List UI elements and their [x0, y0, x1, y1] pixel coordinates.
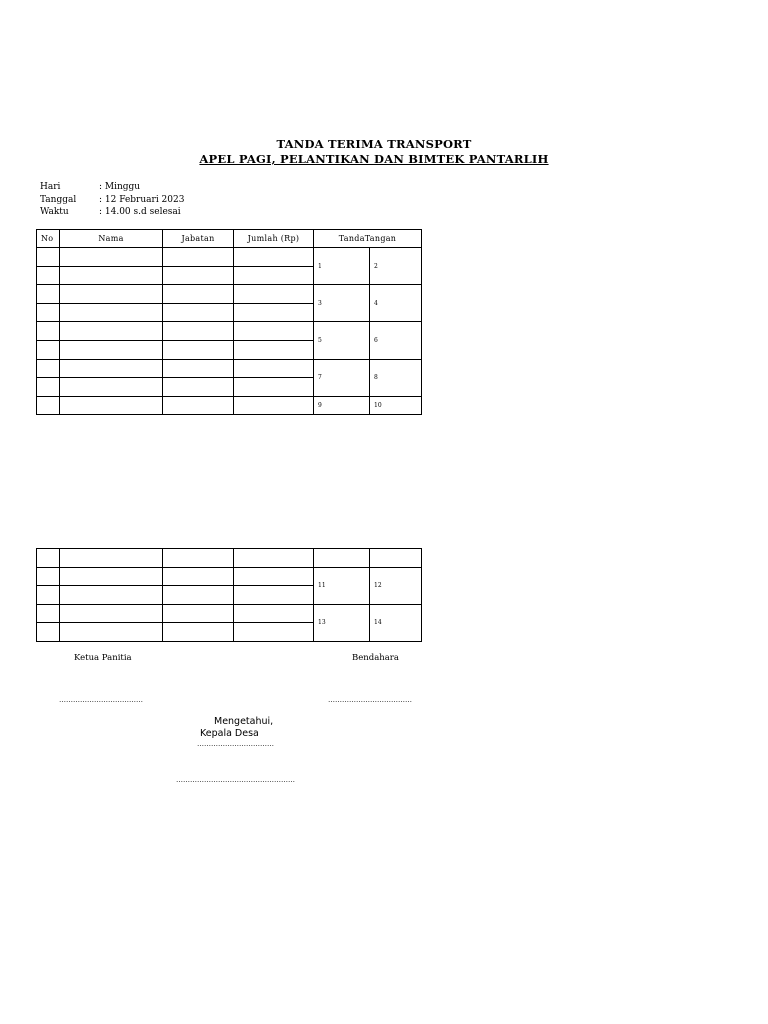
signature-cell-1[interactable]: 1 — [314, 248, 370, 285]
jumlah-cell[interactable] — [234, 567, 314, 586]
signature-cell-blank[interactable] — [314, 549, 370, 568]
table-row — [37, 604, 422, 623]
nama-cell[interactable] — [60, 303, 163, 322]
signature-cell-6[interactable]: 6 — [370, 322, 422, 359]
signature-cell-11[interactable]: 11 — [314, 567, 370, 604]
jabatan-cell[interactable] — [163, 586, 234, 605]
table-header-row — [37, 230, 422, 248]
no-cell[interactable] — [37, 396, 60, 415]
jabatan-cell[interactable] — [163, 359, 234, 378]
jumlah-cell[interactable] — [234, 340, 314, 359]
jabatan-cell[interactable] — [163, 378, 234, 397]
jabatan-cell[interactable] — [163, 248, 234, 267]
jumlah-cell[interactable] — [234, 285, 314, 304]
kepala-desa-sub-line: …………………………… — [197, 740, 274, 748]
jumlah-cell[interactable] — [234, 586, 314, 605]
nama-cell[interactable] — [60, 604, 163, 623]
jabatan-cell[interactable] — [163, 549, 234, 568]
signature-cell-9[interactable]: 9 — [314, 396, 370, 415]
tanggal-label: Tanggal — [40, 195, 77, 205]
kepala-desa-label: Kepala Desa — [200, 728, 259, 739]
nama-cell[interactable] — [60, 623, 163, 642]
nama-cell[interactable] — [60, 248, 163, 267]
jabatan-cell[interactable] — [163, 396, 234, 415]
jumlah-cell[interactable] — [234, 396, 314, 415]
jumlah-cell[interactable] — [234, 303, 314, 322]
no-cell[interactable] — [37, 303, 60, 322]
no-cell[interactable] — [37, 266, 60, 285]
transport-table-continued — [36, 548, 422, 642]
jabatan-cell[interactable] — [163, 285, 234, 304]
no-cell[interactable] — [37, 586, 60, 605]
signature-cell-7[interactable]: 7 — [314, 359, 370, 396]
no-cell[interactable] — [37, 378, 60, 397]
table-row — [37, 396, 422, 415]
nama-cell[interactable] — [60, 567, 163, 586]
bendahara-signature-line: ……………………………… — [328, 696, 412, 704]
signature-cell-2[interactable]: 2 — [370, 248, 422, 285]
transport-table — [36, 229, 422, 415]
nama-cell[interactable] — [60, 285, 163, 304]
jumlah-cell[interactable] — [234, 248, 314, 267]
jabatan-cell[interactable] — [163, 623, 234, 642]
table-row — [37, 248, 422, 267]
jabatan-cell[interactable] — [163, 604, 234, 623]
nama-cell[interactable] — [60, 322, 163, 341]
no-cell[interactable] — [37, 604, 60, 623]
signature-cell-13[interactable]: 13 — [314, 604, 370, 641]
header-no: No — [37, 230, 60, 248]
mengetahui-label: Mengetahui, — [214, 716, 274, 727]
no-cell[interactable] — [37, 248, 60, 267]
document-subtitle: APEL PAGI, PELANTIKAN DAN BIMTEK PANTARLIH — [199, 152, 549, 166]
table-row — [37, 285, 422, 304]
no-cell[interactable] — [37, 359, 60, 378]
hari-value: : Minggu — [99, 182, 141, 192]
nama-cell[interactable] — [60, 586, 163, 605]
signature-cell-8[interactable]: 8 — [370, 359, 422, 396]
no-cell[interactable] — [37, 623, 60, 642]
no-cell[interactable] — [37, 567, 60, 586]
jabatan-cell[interactable] — [163, 266, 234, 285]
signature-cell-4[interactable]: 4 — [370, 285, 422, 322]
signature-cell-12[interactable]: 12 — [370, 567, 422, 604]
no-cell[interactable] — [37, 340, 60, 359]
signature-cell-5[interactable]: 5 — [314, 322, 370, 359]
waktu-value: : 14.00 s.d selesai — [99, 207, 181, 217]
nama-cell[interactable] — [60, 359, 163, 378]
nama-cell[interactable] — [60, 396, 163, 415]
header-jabatan: Jabatan — [163, 230, 234, 248]
nama-cell[interactable] — [60, 378, 163, 397]
no-cell[interactable] — [37, 285, 60, 304]
no-cell[interactable] — [37, 322, 60, 341]
signature-cell-10[interactable]: 10 — [370, 396, 422, 415]
jabatan-cell[interactable] — [163, 567, 234, 586]
jumlah-cell[interactable] — [234, 322, 314, 341]
header-tanda-tangan: TandaTangan — [314, 230, 422, 248]
waktu-label: Waktu — [40, 207, 69, 217]
signature-cell-blank[interactable] — [370, 549, 422, 568]
hari-label: Hari — [40, 182, 61, 192]
header-nama: Nama — [60, 230, 163, 248]
table-row — [37, 322, 422, 341]
signature-cell-14[interactable]: 14 — [370, 604, 422, 641]
jabatan-cell[interactable] — [163, 303, 234, 322]
tanggal-value: : 12 Februari 2023 — [99, 195, 185, 205]
header-jumlah: Jumlah (Rp) — [234, 230, 314, 248]
jabatan-cell[interactable] — [163, 322, 234, 341]
jumlah-cell[interactable] — [234, 623, 314, 642]
ketua-panitia-label: Ketua Panitia — [74, 653, 132, 663]
document-title: TANDA TERIMA TRANSPORT — [276, 137, 472, 151]
table-row — [37, 359, 422, 378]
jumlah-cell[interactable] — [234, 604, 314, 623]
jumlah-cell[interactable] — [234, 378, 314, 397]
jabatan-cell[interactable] — [163, 340, 234, 359]
no-cell[interactable] — [37, 549, 60, 568]
ketua-signature-line: ……………………………… — [59, 696, 143, 704]
kepala-desa-signature-line: …………………………………………… — [176, 776, 295, 784]
table-row — [37, 567, 422, 586]
nama-cell[interactable] — [60, 266, 163, 285]
bendahara-label: Bendahara — [352, 653, 399, 663]
jumlah-cell[interactable] — [234, 359, 314, 378]
jumlah-cell[interactable] — [234, 266, 314, 285]
jumlah-cell[interactable] — [234, 549, 314, 568]
signature-cell-3[interactable]: 3 — [314, 285, 370, 322]
table-row — [37, 549, 422, 568]
nama-cell[interactable] — [60, 549, 163, 568]
nama-cell[interactable] — [60, 340, 163, 359]
